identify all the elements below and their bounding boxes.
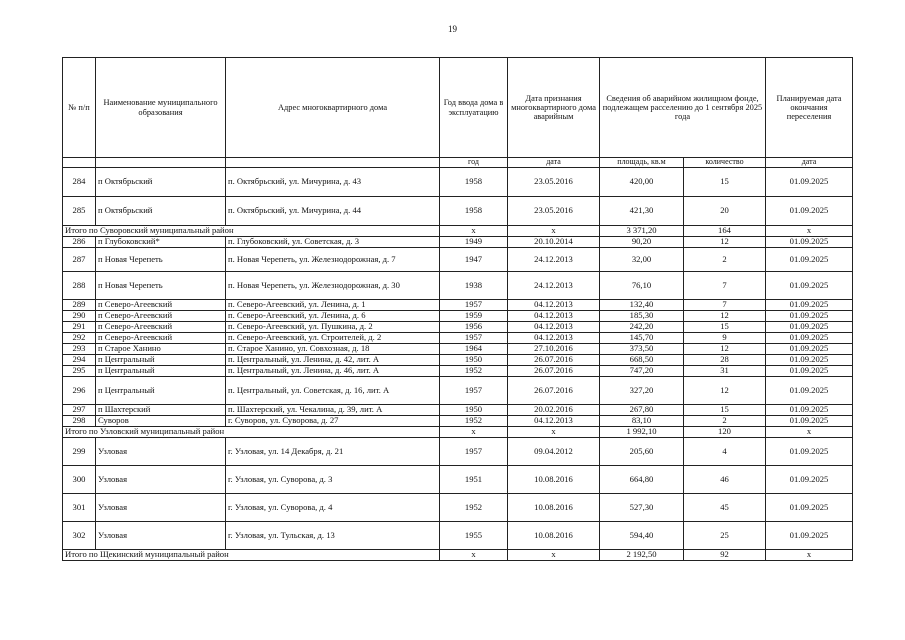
- header-date-recognized: Дата признания многоквартирного дома аварийным: [508, 58, 600, 158]
- cell-municipality: п Старое Ханино: [96, 343, 226, 354]
- cell-planned: 01.09.2025: [766, 247, 853, 271]
- cell-planned: 01.09.2025: [766, 299, 853, 310]
- cell-date: 23.05.2016: [508, 167, 600, 196]
- subheader-date: дата: [508, 158, 600, 168]
- cell-num: 286: [63, 236, 96, 247]
- cell-date: 04.12.2013: [508, 310, 600, 321]
- emergency-housing-table: [62, 57, 853, 561]
- cell-planned: 01.09.2025: [766, 343, 853, 354]
- cell-address: г. Узловая, ул. Суворова, д. 3: [226, 465, 440, 493]
- cell-municipality: Узловая: [96, 521, 226, 549]
- cell-quantity: 9: [684, 332, 766, 343]
- cell-area: 2 192,50: [600, 549, 684, 560]
- cell-quantity: 31: [684, 365, 766, 376]
- cell-quantity: 12: [684, 376, 766, 404]
- total-label: Итого по Узловский муниципальный район: [63, 426, 440, 437]
- cell-year: 1938: [440, 271, 508, 299]
- table-row: [63, 354, 853, 365]
- table-row: [63, 437, 853, 465]
- cell-planned: 01.09.2025: [766, 365, 853, 376]
- cell-planned: 01.09.2025: [766, 437, 853, 465]
- cell-area: 90,20: [600, 236, 684, 247]
- cell-area: 185,30: [600, 310, 684, 321]
- cell-address: п. Глубоковский, ул. Советская, д. 3: [226, 236, 440, 247]
- cell-address: г. Узловая, ул. Тульская, д. 13: [226, 521, 440, 549]
- table-body: [63, 167, 853, 560]
- cell-quantity: 12: [684, 236, 766, 247]
- cell-quantity: 7: [684, 299, 766, 310]
- cell-area: 420,00: [600, 167, 684, 196]
- cell-planned: 01.09.2025: [766, 321, 853, 332]
- cell-date: 04.12.2013: [508, 415, 600, 426]
- cell-year: 1956: [440, 321, 508, 332]
- cell-planned: 01.09.2025: [766, 332, 853, 343]
- cell-address: п. Северо-Агеевский, ул. Пушкина, д. 2: [226, 321, 440, 332]
- cell-date: 20.10.2014: [508, 236, 600, 247]
- cell-date: 10.08.2016: [508, 493, 600, 521]
- total-row: [63, 549, 853, 560]
- cell-date: х: [508, 549, 600, 560]
- cell-municipality: п Северо-Агеевский: [96, 332, 226, 343]
- cell-planned: 01.09.2025: [766, 465, 853, 493]
- cell-address: п. Старое Ханино, ул. Совхозная, д. 18: [226, 343, 440, 354]
- cell-num: 302: [63, 521, 96, 549]
- cell-quantity: 46: [684, 465, 766, 493]
- cell-date: 26.07.2016: [508, 354, 600, 365]
- cell-municipality: п Центральный: [96, 376, 226, 404]
- cell-municipality: Суворов: [96, 415, 226, 426]
- cell-num: 285: [63, 196, 96, 225]
- cell-date: 27.10.2016: [508, 343, 600, 354]
- cell-quantity: 20: [684, 196, 766, 225]
- cell-quantity: 12: [684, 343, 766, 354]
- header-municipality: Наименование муниципального образования: [96, 58, 226, 158]
- cell-area: 668,50: [600, 354, 684, 365]
- cell-area: 327,20: [600, 376, 684, 404]
- cell-address: г. Суворов, ул. Суворова, д. 27: [226, 415, 440, 426]
- cell-municipality: Узловая: [96, 465, 226, 493]
- header-emergency-info: Сведения об аварийном жилищном фонде, подлежащем расселению до 1 сентября 2025 года: [600, 58, 766, 158]
- header-address: Адрес многоквартирного дома: [226, 58, 440, 158]
- cell-address: п. Северо-Агеевский, ул. Ленина, д. 1: [226, 299, 440, 310]
- cell-municipality: п Октябрьский: [96, 167, 226, 196]
- cell-num: 290: [63, 310, 96, 321]
- header-year-built: Год ввода дома в эксплуатацию: [440, 58, 508, 158]
- cell-quantity: 12: [684, 310, 766, 321]
- cell-area: 373,50: [600, 343, 684, 354]
- cell-year: 1947: [440, 247, 508, 271]
- cell-municipality: п Северо-Агеевский: [96, 321, 226, 332]
- cell-date: 04.12.2013: [508, 321, 600, 332]
- cell-date: х: [508, 225, 600, 236]
- cell-quantity: 2: [684, 415, 766, 426]
- cell-area: 267,80: [600, 404, 684, 415]
- cell-area: 132,40: [600, 299, 684, 310]
- cell-municipality: Узловая: [96, 493, 226, 521]
- table-row: [63, 365, 853, 376]
- cell-year: 1958: [440, 167, 508, 196]
- cell-year: 1952: [440, 415, 508, 426]
- cell-year: 1950: [440, 404, 508, 415]
- cell-planned: 01.09.2025: [766, 521, 853, 549]
- table-row: [63, 299, 853, 310]
- cell-quantity: 28: [684, 354, 766, 365]
- cell-municipality: п Новая Черепеть: [96, 247, 226, 271]
- cell-address: г. Узловая, ул. Суворова, д. 4: [226, 493, 440, 521]
- cell-planned: 01.09.2025: [766, 376, 853, 404]
- cell-planned: 01.09.2025: [766, 354, 853, 365]
- cell-area: 421,30: [600, 196, 684, 225]
- cell-num: 295: [63, 365, 96, 376]
- cell-year: 1964: [440, 343, 508, 354]
- cell-area: 747,20: [600, 365, 684, 376]
- table-row: [63, 196, 853, 225]
- cell-year: 1959: [440, 310, 508, 321]
- cell-area: 145,70: [600, 332, 684, 343]
- cell-quantity: 120: [684, 426, 766, 437]
- cell-planned: 01.09.2025: [766, 167, 853, 196]
- table-row: [63, 321, 853, 332]
- cell-date: 26.07.2016: [508, 365, 600, 376]
- cell-address: п. Северо-Агеевский, ул. Ленина, д. 6: [226, 310, 440, 321]
- cell-municipality: п Центральный: [96, 354, 226, 365]
- cell-area: 242,20: [600, 321, 684, 332]
- cell-municipality: Узловая: [96, 437, 226, 465]
- cell-quantity: 15: [684, 321, 766, 332]
- header-num: № п/п: [63, 58, 96, 158]
- cell-year: 1957: [440, 376, 508, 404]
- cell-year: 1952: [440, 493, 508, 521]
- cell-date: 24.12.2013: [508, 271, 600, 299]
- cell-year: х: [440, 225, 508, 236]
- cell-year: 1957: [440, 299, 508, 310]
- cell-num: 301: [63, 493, 96, 521]
- total-label: Итого по Суворовский муниципальный район: [63, 225, 440, 236]
- table-row: [63, 343, 853, 354]
- cell-area: 205,60: [600, 437, 684, 465]
- cell-year: х: [440, 549, 508, 560]
- cell-quantity: 92: [684, 549, 766, 560]
- cell-date: 09.04.2012: [508, 437, 600, 465]
- cell-date: 04.12.2013: [508, 332, 600, 343]
- subheader-count: количество: [684, 158, 766, 168]
- cell-area: 664,80: [600, 465, 684, 493]
- cell-address: п. Центральный, ул. Ленина, д. 42, лит. А: [226, 354, 440, 365]
- table-header-row: [63, 58, 853, 158]
- cell-date: 10.08.2016: [508, 465, 600, 493]
- cell-date: х: [508, 426, 600, 437]
- total-row: [63, 426, 853, 437]
- cell-planned: 01.09.2025: [766, 236, 853, 247]
- cell-num: 296: [63, 376, 96, 404]
- cell-address: п. Шахтерский, ул. Чекалина, д. 39, лит. А: [226, 404, 440, 415]
- cell-quantity: 164: [684, 225, 766, 236]
- cell-num: 300: [63, 465, 96, 493]
- cell-municipality: п Северо-Агеевский: [96, 299, 226, 310]
- table-row: [63, 415, 853, 426]
- cell-quantity: 7: [684, 271, 766, 299]
- cell-municipality: п Северо-Агеевский: [96, 310, 226, 321]
- cell-municipality: п Октябрьский: [96, 196, 226, 225]
- cell-area: 594,40: [600, 521, 684, 549]
- cell-planned: х: [766, 426, 853, 437]
- cell-address: п. Новая Черепеть, ул. Железнодорожная, д. 30: [226, 271, 440, 299]
- cell-planned: х: [766, 225, 853, 236]
- table-row: [63, 493, 853, 521]
- table-subheader-row: [63, 158, 853, 168]
- cell-year: 1949: [440, 236, 508, 247]
- cell-date: 10.08.2016: [508, 521, 600, 549]
- cell-year: 1950: [440, 354, 508, 365]
- subheader-date2: дата: [766, 158, 853, 168]
- cell-area: 1 992,10: [600, 426, 684, 437]
- cell-area: 76,10: [600, 271, 684, 299]
- cell-date: 24.12.2013: [508, 247, 600, 271]
- subheader-area: площадь, кв.м: [600, 158, 684, 168]
- cell-area: 83,10: [600, 415, 684, 426]
- table-row: [63, 376, 853, 404]
- table-row: [63, 332, 853, 343]
- table-row: [63, 465, 853, 493]
- cell-quantity: 2: [684, 247, 766, 271]
- cell-date: 20.02.2016: [508, 404, 600, 415]
- header-planned-date: Планируемая дата окончания переселения: [766, 58, 853, 158]
- cell-num: 299: [63, 437, 96, 465]
- cell-address: г. Узловая, ул. 14 Декабря, д. 21: [226, 437, 440, 465]
- table-row: [63, 521, 853, 549]
- cell-quantity: 15: [684, 167, 766, 196]
- cell-num: 287: [63, 247, 96, 271]
- cell-address: п. Центральный, ул. Советская, д. 16, лит. А: [226, 376, 440, 404]
- cell-quantity: 45: [684, 493, 766, 521]
- cell-planned: 01.09.2025: [766, 196, 853, 225]
- cell-planned: 01.09.2025: [766, 404, 853, 415]
- cell-year: 1957: [440, 332, 508, 343]
- cell-address: п. Северо-Агеевский, ул. Строителей, д. 2: [226, 332, 440, 343]
- cell-num: 292: [63, 332, 96, 343]
- cell-address: п. Центральный, ул. Ленина, д. 46, лит. А: [226, 365, 440, 376]
- cell-area: 32,00: [600, 247, 684, 271]
- total-row: [63, 225, 853, 236]
- cell-year: 1952: [440, 365, 508, 376]
- cell-address: п. Новая Черепеть, ул. Железнодорожная, д. 7: [226, 247, 440, 271]
- cell-planned: х: [766, 549, 853, 560]
- cell-area: 527,30: [600, 493, 684, 521]
- table-row: [63, 167, 853, 196]
- cell-num: 298: [63, 415, 96, 426]
- table-row: [63, 247, 853, 271]
- cell-num: 293: [63, 343, 96, 354]
- cell-planned: 01.09.2025: [766, 493, 853, 521]
- page-number: 19: [448, 24, 457, 34]
- cell-area: 3 371,20: [600, 225, 684, 236]
- cell-quantity: 4: [684, 437, 766, 465]
- table-row: [63, 404, 853, 415]
- cell-quantity: 15: [684, 404, 766, 415]
- cell-year: 1958: [440, 196, 508, 225]
- total-label: Итого по Щекинский муниципальный район: [63, 549, 440, 560]
- subheader-year: год: [440, 158, 508, 168]
- cell-num: 289: [63, 299, 96, 310]
- cell-date: 26.07.2016: [508, 376, 600, 404]
- cell-year: 1955: [440, 521, 508, 549]
- cell-planned: 01.09.2025: [766, 271, 853, 299]
- cell-num: 291: [63, 321, 96, 332]
- cell-year: х: [440, 426, 508, 437]
- cell-quantity: 25: [684, 521, 766, 549]
- cell-address: п. Октябрьский, ул. Мичурина, д. 44: [226, 196, 440, 225]
- table-row: [63, 236, 853, 247]
- cell-planned: 01.09.2025: [766, 310, 853, 321]
- cell-date: 04.12.2013: [508, 299, 600, 310]
- cell-municipality: п Шахтерский: [96, 404, 226, 415]
- table-row: [63, 271, 853, 299]
- cell-num: 297: [63, 404, 96, 415]
- cell-num: 294: [63, 354, 96, 365]
- cell-address: п. Октябрьский, ул. Мичурина, д. 43: [226, 167, 440, 196]
- cell-municipality: п Новая Черепеть: [96, 271, 226, 299]
- cell-planned: 01.09.2025: [766, 415, 853, 426]
- cell-municipality: п Центральный: [96, 365, 226, 376]
- table-row: [63, 310, 853, 321]
- cell-municipality: п Глубоковский*: [96, 236, 226, 247]
- cell-year: 1951: [440, 465, 508, 493]
- cell-num: 284: [63, 167, 96, 196]
- cell-num: 288: [63, 271, 96, 299]
- cell-date: 23.05.2016: [508, 196, 600, 225]
- cell-year: 1957: [440, 437, 508, 465]
